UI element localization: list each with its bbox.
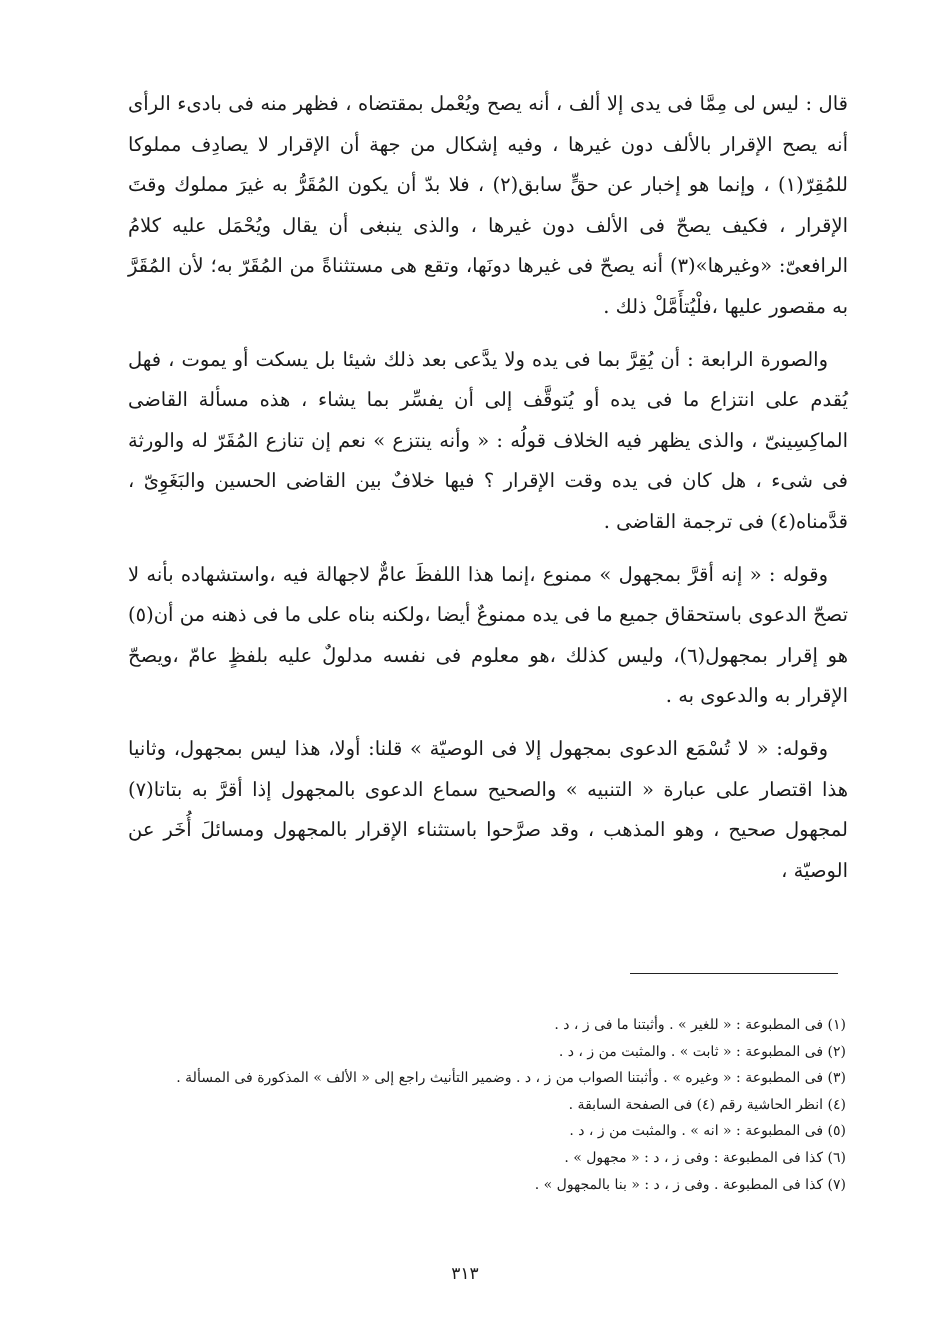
footnote-6: (٦) كذا فى المطبوعة : وفى ز ، د : « مجهول » .	[564, 1149, 846, 1166]
footnote-4: (٤) انظر الحاشية رقم (٤) فى الصفحة السابقة .	[568, 1096, 846, 1113]
page-number: ٣١٣	[451, 1264, 479, 1284]
paragraph-2: والصورة الرابعة : أن يُقِرَّ بما فى يده ولا يدَّعى بعد ذلك شيئا بل يسكت أو يموت ، فهل يُقدم على انتزاع ما فى يده أو يُتوقَّف إلى أن يفسِّر بما يشاء ، هذه مسألة القاضى الماكِسِينىّ ، والذى يظهر فيه الخلاف قولُه : « وأنه ينتزع » نعم إن تنازع المُقَرّ له والورثة فى شىء ، هل كان فى يده وقت الإقرار ؟ فيها خلافٌ بين القاضى الحسين والبَغَوِىّ ، قدَّمناه(٤) فى ترجمة القاضى .	[128, 347, 848, 533]
footnote-7: (٧) كذا فى المطبوعة . وفى ز ، د : « بنا بالمجهول » .	[534, 1176, 846, 1193]
footnote-5: (٥) فى المطبوعة : « انه » . والمثبت من ز ، د .	[569, 1123, 846, 1140]
footnote-2: (٢) فى المطبوعة : « ثابت » . والمثبت من ز ، د .	[558, 1043, 846, 1060]
paragraph-3: وقوله : « إنه أقرَّ بمجهول » ممنوع ،إنما هذا اللفظَ عامٌّ لاجهالة فيه ،واستشهاده بأنه لا تصحّ الدعوى باستحقاق جميع ما فى يده ممنوعٌ أيضا ،ولكنه بناه على ما فى ذهنه من أن(٥) هو إقرار بمجهول(٦)، وليس كذلك ،هو معلوم فى نفسه مدلولٌ عليه بلفظٍ عامّ ،ويصحّ الإقرار به والدعوى به .	[128, 562, 848, 708]
footnotes	[100, 1012, 846, 1198]
footnote-1: (١) فى المطبوعة : « للغير » . وأثبتنا ما فى ز ، د .	[554, 1017, 846, 1033]
main-text	[128, 84, 848, 903]
footnote-3: (٣) فى المطبوعة : « وغيره » . وأثبتنا الصواب من ز ، د . وضمير التأنيث راجع إلى « الألف » المذكورة فى المسألة .	[176, 1070, 846, 1087]
paragraph-1: قال : ليس لى مِمَّا فى يدى إلا ألف ، أنه يصح ويُعْمل بمقتضاه ، فظهر منه فى بادىء الرأى أنه يصح الإقرار بالألف دون غيرها ، وفيه إشكال من جهة أن الإقرار لا يصادِف مملوكا للمُقِرّ(١) ، وإنما هو إخبار عن حقٍّ سابق(٢) ، فلا بدّ أن يكون المُقَرُّ به غيرَ مملوك وقتَ الإقرار ، فكيف يصحّ فى الألف دون غيرها ، والذى ينبغى أن يقال ويُحْمَل عليه كلامُ الرافعىّ: «وغيرها»(٣) أنه يصحّ فى غيرها دونَها، وتقع هى مستثناةً من المُقَرّ به؛ لأن المُقَرَّ به مقصور عليها ،فلْيُتأَمَّلْ ذلك .	[128, 92, 848, 318]
paragraph-4: وقوله: « لا تُسْمَع الدعوى بمجهول إلا فى الوصيّة » قلنا: أولا، هذا ليس بمجهول، وثانيا هذا اقتصار على عبارة « التنبيه » والصحيح سماع الدعوى بالمجهول إذا أقرَّ به بتاتا(٧) لمجهول صحيح ، وهو المذهب ، وقد صرَّحوا باستثناء الإقرار بالمجهول ومسائلَ أُخَر عن الوصيّة ،	[128, 736, 848, 882]
footnote-divider	[630, 973, 838, 974]
